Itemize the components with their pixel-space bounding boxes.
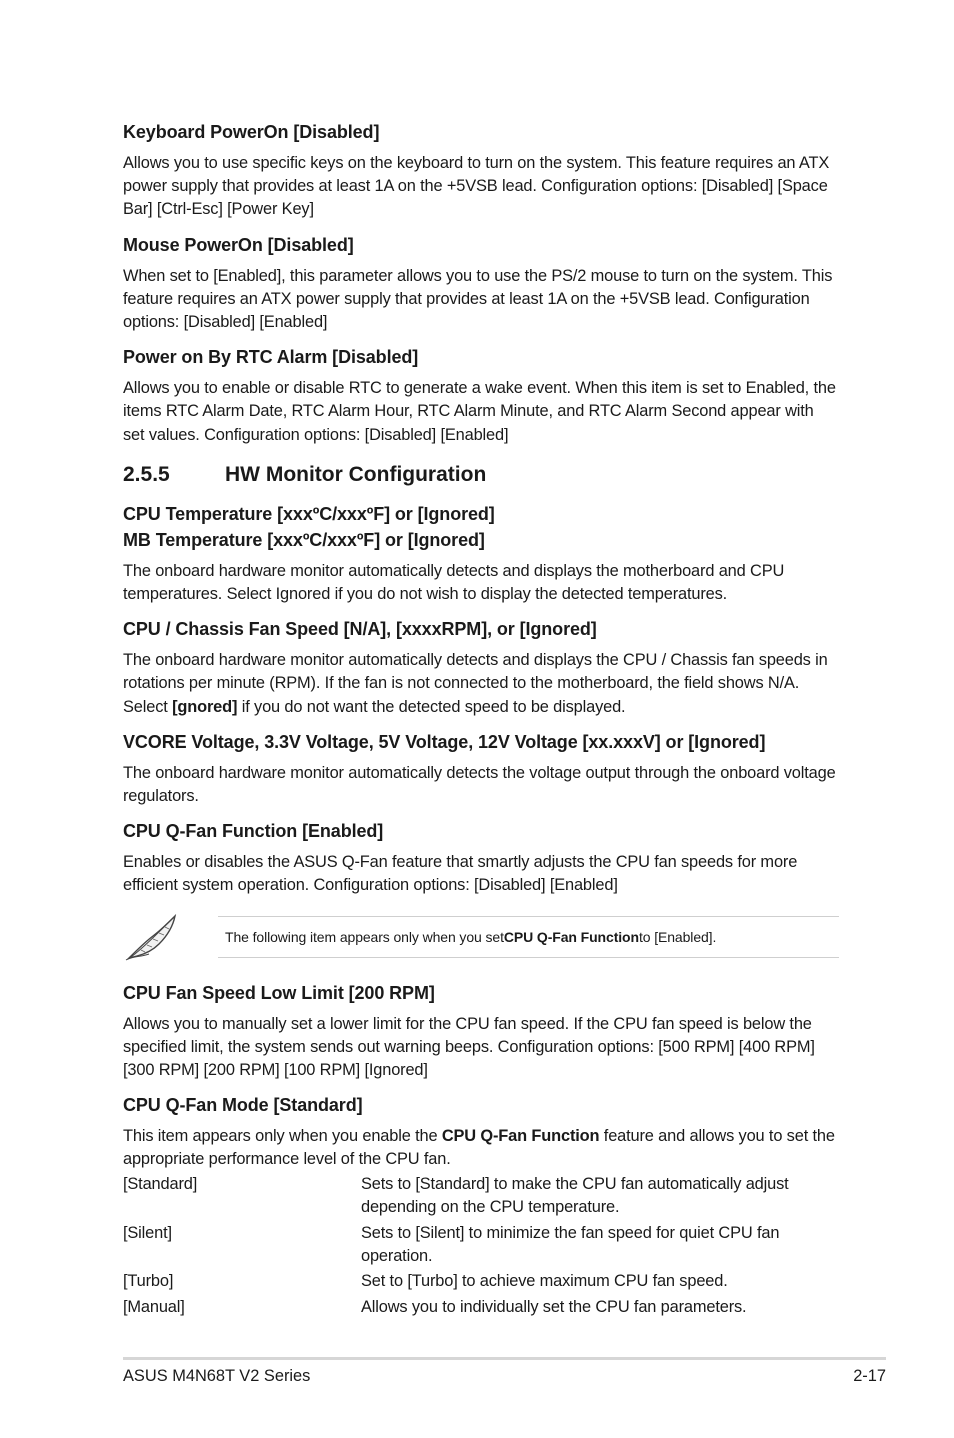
note-text-bold: CPU Q-Fan Function bbox=[503, 928, 639, 945]
option-value: Sets to [Silent] to minimize the fan speed for quiet CPU fan operation. bbox=[361, 1223, 780, 1265]
fan-speed-body-part: if you do not want the detected speed to be displayed. bbox=[237, 697, 626, 716]
qfan-mode-heading: CPU Q-Fan Mode [Standard] bbox=[123, 1095, 363, 1116]
temperature-body: The onboard hardware monitor automatically detects and displays the motherboard and CPU temperatures. Select Ignored if you do not wish to display the detected temperatures. bbox=[123, 561, 785, 604]
manual-page bbox=[123, 119, 839, 1322]
fan-speed-body bbox=[123, 649, 839, 719]
qfan-mode-options bbox=[123, 1173, 839, 1320]
cpu-temperature-heading: CPU Temperature [xxxºC/xxxºF] or [Ignored] bbox=[123, 503, 495, 524]
qfan-mode-body-part: feature and allows you to set the appropriate performance level of the CPU fan. bbox=[123, 1127, 835, 1169]
fan-speed-body-part: The onboard hardware monitor automatically detects and displays the CPU / Chassis fan speeds in rotations per minute (RPM). If the fan is not connected to the motherboard, the field shows N/A. Select bbox=[123, 651, 828, 716]
qfan-mode-body-part: This item appears only when you enable the bbox=[123, 1127, 442, 1146]
hw-monitor-section-title bbox=[123, 461, 839, 489]
note-text-part: to [Enabled]. bbox=[638, 928, 717, 945]
mouse-poweron-heading: Mouse PowerOn [Disabled] bbox=[123, 234, 354, 255]
option-row-turbo bbox=[123, 1270, 839, 1293]
temperature-heading bbox=[123, 501, 839, 553]
note-box bbox=[123, 912, 839, 962]
qfan-function-body: Enables or disables the ASUS Q-Fan feature that smartly adjusts the CPU fan speeds for more efficient system operation. Configuration options: [Disabled] [Enabled] bbox=[123, 853, 798, 895]
option-value: Sets to [Standard] to make the CPU fan automatically adjust depending on the CPU temperature. bbox=[361, 1174, 789, 1216]
option-key: [Manual] bbox=[123, 1298, 185, 1317]
option-key: [Standard] bbox=[123, 1174, 198, 1193]
keyboard-poweron-body: Allows you to use specific keys on the keyboard to turn on the system. This feature requires an ATX power supply that provides at least 1A on the +5VSB lead. Configuration options: [Disabled] [Space Bar] [Ctrl-Esc] [Power Key] bbox=[123, 154, 830, 219]
option-value: Allows you to individually set the CPU fan parameters. bbox=[361, 1298, 747, 1317]
rtc-alarm-heading: Power on By RTC Alarm [Disabled] bbox=[123, 347, 419, 368]
qfan-mode-body-bold: CPU Q-Fan Function bbox=[441, 1127, 600, 1146]
fan-speed-body-bold: [gnored] bbox=[172, 697, 238, 716]
low-limit-heading: CPU Fan Speed Low Limit [200 RPM] bbox=[123, 982, 435, 1003]
mb-temperature-heading: MB Temperature [xxxºC/xxxºF] or [Ignored] bbox=[123, 529, 485, 550]
footer-divider bbox=[123, 1357, 886, 1360]
note-text bbox=[218, 916, 839, 958]
section-number: 2.5.5 bbox=[123, 462, 170, 486]
feather-pen-icon bbox=[123, 912, 218, 962]
option-key: [Silent] bbox=[123, 1223, 172, 1242]
fan-speed-heading: CPU / Chassis Fan Speed [N/A], [xxxxRPM], or [Ignored] bbox=[123, 619, 597, 640]
section-title: HW Monitor Configuration bbox=[225, 462, 487, 486]
option-row-manual bbox=[123, 1296, 839, 1319]
voltage-heading: VCORE Voltage, 3.3V Voltage, 5V Voltage, 12V Voltage [xx.xxxV] or [Ignored] bbox=[123, 731, 766, 752]
voltage-body: The onboard hardware monitor automatically detects the voltage output through the onboard voltage regulators. bbox=[123, 763, 836, 806]
keyboard-poweron-heading: Keyboard PowerOn [Disabled] bbox=[123, 122, 380, 142]
rtc-alarm-body: Allows you to enable or disable RTC to generate a wake event. When this item is set to Enabled, the items RTC Alarm Date, RTC Alarm Hour, RTC Alarm Minute, and RTC Alarm Second appear with set values. Configuration options: [Disabled] [Enabled] bbox=[123, 379, 836, 444]
qfan-function-heading: CPU Q-Fan Function [Enabled] bbox=[123, 821, 384, 842]
option-value: Set to [Turbo] to achieve maximum CPU fan speed. bbox=[361, 1272, 728, 1291]
option-key: [Turbo] bbox=[123, 1272, 174, 1291]
footer-page-number: 2-17 bbox=[853, 1367, 886, 1385]
option-row-silent bbox=[123, 1222, 839, 1268]
footer-product-name: ASUS M4N68T V2 Series bbox=[123, 1367, 311, 1385]
note-text-part: The following item appears only when you set bbox=[225, 928, 504, 945]
mouse-poweron-body: When set to [Enabled], this parameter allows you to use the PS/2 mouse to turn on the system. This feature requires an ATX power supply that provides at least 1A on the +5VSB lead. Configuration options: [Disabled] [Enabled] bbox=[123, 266, 833, 332]
option-row-standard bbox=[123, 1173, 839, 1219]
low-limit-body: Allows you to manually set a lower limit for the CPU fan speed. If the CPU fan speed is below the specified limit, the system sends out warning beeps. Configuration options: [500 RPM] [400 RPM] [300 RPM] [200 RPM] [100 RPM] [Ignored] bbox=[123, 1014, 815, 1080]
qfan-mode-body bbox=[123, 1125, 839, 1171]
